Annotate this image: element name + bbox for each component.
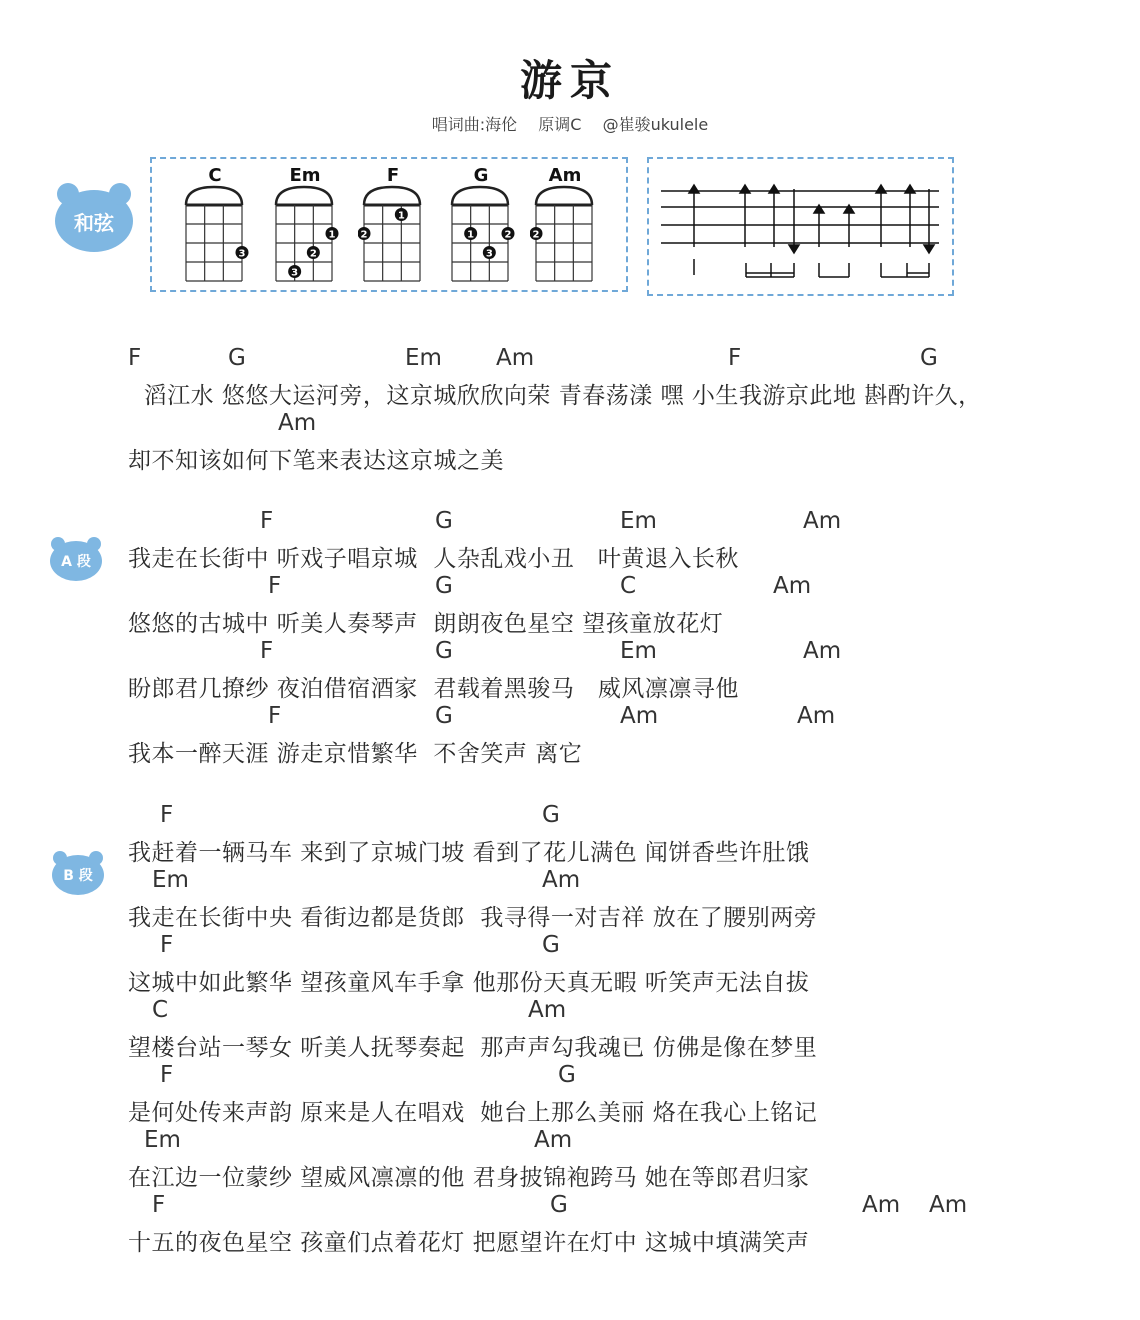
credits: 唱词曲:海伦 xyxy=(431,115,518,134)
chord-name: G xyxy=(473,165,489,186)
finger-number: 2 xyxy=(504,229,512,241)
lyric-line: 在江边一位蒙纱 望威风凛凛的他 君身披锦袍跨马 她在等郎君归家 xyxy=(128,1165,810,1191)
lyric-line: 滔江水 悠悠大运河旁，这京城欣欣向荣 青春荡漾 嘿 小生我游京此地 斟酌许久， xyxy=(128,383,982,409)
chord-label: G xyxy=(558,1062,576,1088)
lyric-line: 悠悠的古城中 听美人奏琴声 朗朗夜色星空 望孩童放花灯 xyxy=(128,611,724,637)
chord-name: C xyxy=(208,165,222,186)
chord-label: F xyxy=(152,1192,166,1218)
chord-label: G xyxy=(435,638,453,664)
lyric-line: 这城中如此繁华 望孩童风车手拿 他那份天真无暇 听笑声无法自拔 xyxy=(128,970,810,996)
lyric-line: 我本一醉天涯 游走京惜繁华 不舍笑声 离它 xyxy=(128,741,583,767)
lyric-line: 是何处传来声韵 原来是人在唱戏 她台上那么美丽 烙在我心上铭记 xyxy=(128,1100,818,1126)
lyric-line: 望楼台站一琴女 听美人抚琴奏起 那声声勾我魂已 仿佛是像在梦里 xyxy=(128,1035,818,1061)
lyric-line: 十五的夜色星空 孩童们点着花灯 把愿望许在灯中 这城中填满笑声 xyxy=(128,1230,810,1256)
lyric-line: 盼郎君几撩纱 夜泊借宿酒家 君载着黑骏马 威风凛凛寻他 xyxy=(128,676,739,702)
chord-label: G xyxy=(435,703,453,729)
finger-number: 3 xyxy=(238,248,246,260)
finger-number: 2 xyxy=(532,229,540,241)
chord-label: Am xyxy=(620,703,659,729)
chord-diagram-g xyxy=(446,165,516,285)
chord-label: G xyxy=(435,508,453,534)
chord-label: F xyxy=(160,802,174,828)
chord-label: F xyxy=(160,932,174,958)
chord-diagram-em xyxy=(270,165,340,285)
chord-label: G xyxy=(228,345,246,371)
chord-label: C xyxy=(620,573,637,599)
chord-label: G xyxy=(550,1192,568,1218)
chord-name: F xyxy=(386,165,400,186)
chord-label: Em xyxy=(152,867,189,893)
chords-badge: 和弦 xyxy=(55,190,133,252)
chord-label: Em xyxy=(620,638,657,664)
chord-diagram-c xyxy=(180,165,250,285)
chord-label: Am xyxy=(803,508,842,534)
fretboard xyxy=(358,185,428,285)
fretboard xyxy=(530,185,600,285)
lyric-line: 我走在长街中 听戏子唱京城 人杂乱戏小丑 叶黄退入长秋 xyxy=(128,546,739,572)
chord-label: F xyxy=(268,703,282,729)
chord-label: F xyxy=(260,638,274,664)
fretboard xyxy=(446,185,516,285)
chord-label: Am xyxy=(929,1192,968,1218)
chord-name: Em xyxy=(289,165,321,186)
chord-label: Em xyxy=(405,345,442,371)
finger-number: 1 xyxy=(467,229,475,241)
chord-label: C xyxy=(152,997,169,1023)
chord-label: Am xyxy=(862,1192,901,1218)
fretboard xyxy=(270,185,340,285)
song-subtitle xyxy=(0,112,1140,135)
chord-label: Am xyxy=(773,573,812,599)
chord-diagram-am xyxy=(530,165,600,285)
chord-label: Am xyxy=(542,867,581,893)
chord-label: F xyxy=(128,345,142,371)
chord-name: Am xyxy=(548,165,582,186)
chord-label: F xyxy=(268,573,282,599)
finger-number: 2 xyxy=(309,248,317,260)
chord-label: Em xyxy=(144,1127,181,1153)
chord-label: Am xyxy=(534,1127,573,1153)
lyric-line: 却不知该如何下笔来表达这京城之美 xyxy=(128,448,504,474)
finger-number: 3 xyxy=(485,248,493,260)
finger-number: 3 xyxy=(291,267,299,279)
chord-label: Am xyxy=(496,345,535,371)
chord-label: Am xyxy=(278,410,317,436)
strumming-pattern-box xyxy=(647,157,954,296)
chord-label: Am xyxy=(797,703,836,729)
arranger: @崔骏ukulele xyxy=(602,115,709,134)
finger-number: 1 xyxy=(397,210,405,222)
lyric-line: 我走在长街中央 看街边都是货郎 我寻得一对吉祥 放在了腰别两旁 xyxy=(128,905,818,931)
fretboard xyxy=(180,185,250,285)
finger-number: 2 xyxy=(360,229,368,241)
chord-label: Am xyxy=(803,638,842,664)
chord-diagram-f xyxy=(358,165,428,285)
chord-label: F xyxy=(728,345,742,371)
chord-label: G xyxy=(920,345,938,371)
chord-label: G xyxy=(542,932,560,958)
section-a-badge: A 段 xyxy=(50,541,102,581)
lyric-line: 我赶着一辆马车 来到了京城门坡 看到了花儿满色 闻饼香些许肚饿 xyxy=(128,840,810,866)
strumming-pattern xyxy=(649,159,952,294)
chord-label: G xyxy=(542,802,560,828)
chord-label: F xyxy=(160,1062,174,1088)
chord-label: Em xyxy=(620,508,657,534)
chord-label: G xyxy=(435,573,453,599)
chord-label: Am xyxy=(528,997,567,1023)
finger-number: 1 xyxy=(328,229,336,241)
original-key: 原调C xyxy=(538,115,582,134)
chord-label: F xyxy=(260,508,274,534)
section-b-badge: B 段 xyxy=(52,855,104,895)
song-title: 游京 xyxy=(519,56,620,105)
